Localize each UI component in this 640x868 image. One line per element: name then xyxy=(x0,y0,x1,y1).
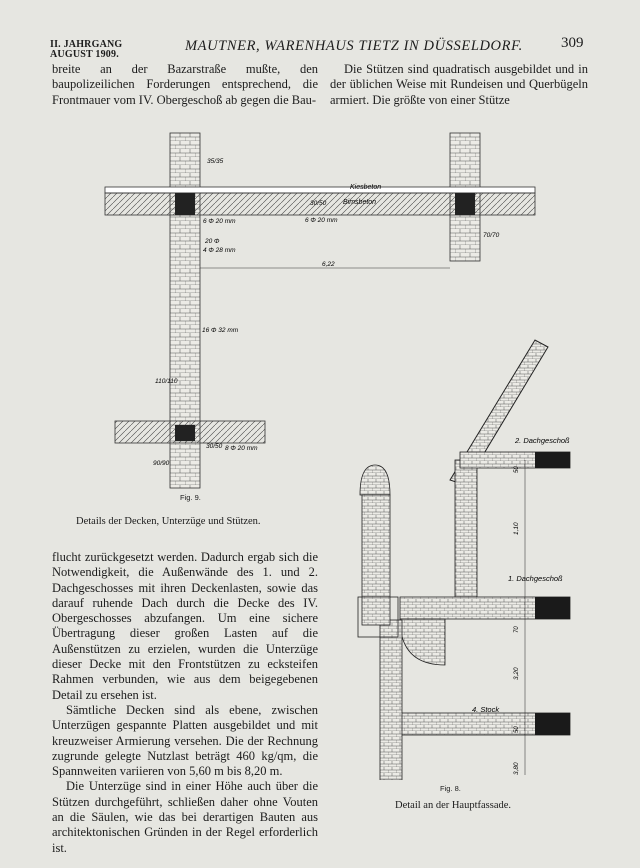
text-column-top-left xyxy=(52,62,318,108)
label-h1: 1,10 xyxy=(513,522,520,535)
issue-volume: II. JAHRGANG xyxy=(50,39,123,50)
floor-dach1-beam xyxy=(535,597,570,619)
journal-issue xyxy=(50,40,122,60)
figure-8-caption: Detail an der Hauptfassade. xyxy=(395,800,512,811)
label-d1: 50 xyxy=(514,466,520,473)
paragraph: breite an der Bazarstraße mußte, den baupolizeilichen Forderungen entsprechend, die Frontmauer vom IV. Obergeschoß ab gegen die Bau- xyxy=(52,62,318,107)
beam-right-section xyxy=(455,193,475,215)
label-d3: 50 xyxy=(514,726,520,733)
label-dachgeschoss-1: 1. Dachgeschoß xyxy=(508,574,563,583)
beam-left-section xyxy=(175,193,195,215)
upper-wall xyxy=(455,460,477,600)
beam-lower-section xyxy=(175,425,195,441)
label-beam2: 30/50 xyxy=(206,443,223,450)
dome xyxy=(360,465,390,495)
paragraph: Die Stützen sind quadratisch ausgebildet und in der üblichen Weise mit Rundeisen und Querbügeln armiert. Die größte von einer Stütze xyxy=(330,62,588,107)
label-bars5: 8 Φ 20 mm xyxy=(225,445,258,452)
facade-column xyxy=(380,620,402,780)
figure-8-number: Fig. 8. xyxy=(440,784,461,793)
label-kiesbeton: Kiesbeton xyxy=(350,184,382,191)
floor-stock4-beam xyxy=(535,713,570,735)
paragraph: Die Unterzüge sind in einer Höhe auch über die Stützen durchgeführt, schließen daher ohne Vouten an die Säulen, wie das bei derartigen Bauten aus architektonischen Gründen in der Regel erforderlich ist. xyxy=(52,779,318,855)
issue-date: AUGUST 1909. xyxy=(50,49,119,60)
label-col-right: 70/70 xyxy=(483,232,500,239)
label-d2: 70 xyxy=(514,626,520,633)
label-bars1: 6 Φ 20 mm xyxy=(203,218,236,225)
text-column-top-right xyxy=(330,62,588,108)
label-bimsbeton: Bimsbeton xyxy=(343,199,377,206)
paragraph: Sämtliche Decken sind als ebene, zwischen Unterzügen gespannte Platten ausgebildet und mit kreuzweiser Armierung versehen. Die der Rechnung zugrunde gelegte Nutzlast beträgt 460 kg/qm, die Spannweiten variieren von 5,60 m bis 8,20 m. xyxy=(52,702,318,779)
floor-dach2-beam xyxy=(535,452,570,468)
page-number: 309 xyxy=(561,35,584,51)
label-col-low: 110/110 xyxy=(155,378,178,385)
slab-top-layer xyxy=(105,187,535,193)
label-bars4: 16 Φ 32 mm xyxy=(202,327,239,334)
figure-9-number: Fig. 9. xyxy=(180,493,201,502)
label-dachgeschoss-2: 2. Dachgeschoß xyxy=(515,436,570,445)
label-span: 6,22 xyxy=(322,261,335,268)
label-h2: 3,20 xyxy=(513,667,520,680)
label-col-top: 35/35 xyxy=(207,158,224,165)
label-beam1: 30/50 xyxy=(310,200,327,207)
facade-pier xyxy=(362,495,390,625)
label-bars3: 4 Φ 28 mm xyxy=(203,247,236,254)
label-stock-4: 4. Stock xyxy=(472,705,500,714)
running-title: MAUTNER, WARENHAUS TIETZ IN DÜSSELDORF. xyxy=(185,38,523,54)
figure-9-caption: Details der Decken, Unterzüge und Stützen. xyxy=(76,516,261,527)
figure-8-drawing xyxy=(340,335,580,780)
label-bars2: 6 Φ 20 mm xyxy=(305,217,338,224)
paragraph: flucht zurückgesetzt werden. Dadurch ergab sich die Notwendigkeit, die Außenwände des 1. und 2. Dachgeschosses mit ihren Deckenlasten, sowie das darauf ruhende Dach durch die Decke des IV. Obergeschosses abzufangen. Um eine sichere Übertragung dieser großen Lasten auf die Außenstützen zu erzielen, wurden die Unterzüge dieser Decke mit den Frontstützen zu ecksteifen Rahmen verbunden, wie aus dem beigegebenen Detail zu ersehen ist. xyxy=(52,550,318,702)
label-h3: 3,80 xyxy=(513,762,520,775)
text-column-bottom-left xyxy=(52,550,318,856)
label-col-mid: 20 Φ xyxy=(205,238,220,245)
label-col-bottom: 90/90 xyxy=(153,460,170,467)
